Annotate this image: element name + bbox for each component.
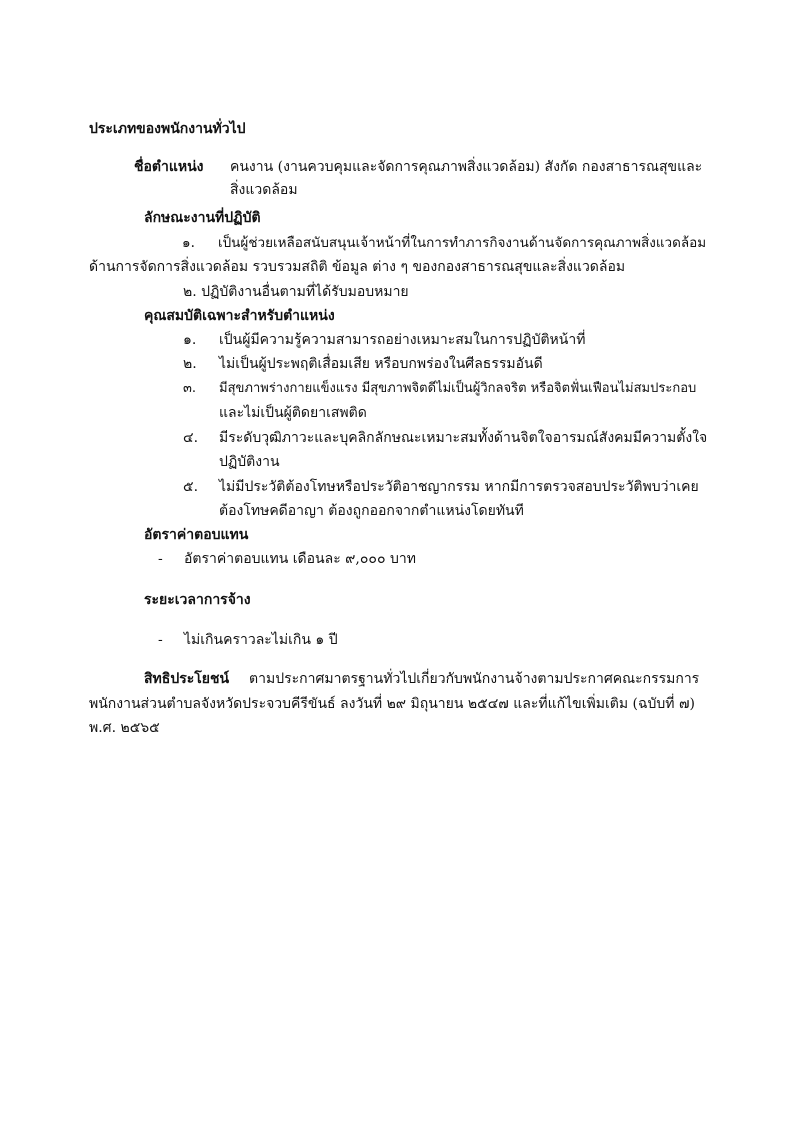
duties-item-1-text: เป็นผู้ช่วยเหลือสนับสนุนเจ้าหน้าที่ในการทำภารกิจงานด้านจัดการคุณภาพสิ่งแวดล้อม	[218, 235, 707, 251]
doc-heading: ประเภทของพนักงานทั่วไป	[89, 121, 246, 137]
benefits-text-1: ตามประกาศมาตรฐานทั่วไปเกี่ยวกับพนักงานจ้างตามประกาศคณะกรรมการ	[249, 671, 700, 687]
qualification-item-3-continued: และไม่เป็นผู้ติดยาเสพติด	[219, 405, 367, 421]
qualification-item-3-number: ๓.	[183, 381, 197, 396]
qualification-item-1	[183, 330, 585, 350]
duties-item-1-number: ๑.	[182, 235, 195, 251]
qualification-item-5	[183, 477, 699, 497]
qualification-item-1-text: เป็นผู้มีความรู้ความสามารถอย่างเหมาะสมในการปฏิบัติหน้าที่	[219, 332, 586, 348]
qualification-item-4-text: มีระดับวุฒิภาวะและบุคลิกลักษณะเหมาะสมทั้งด้านจิตใจอารมณ์สังคมมีความตั้งใจ	[219, 430, 708, 446]
duration-dash: -	[158, 632, 163, 648]
qualification-item-5-continued: ต้องโทษคดีอาญา ต้องถูกออกจากตำแหน่งโดยทันที	[219, 503, 524, 519]
qualification-item-2	[183, 354, 543, 374]
qualification-item-4-number: ๔.	[183, 430, 199, 446]
position-line-2: สิ่งแวดล้อม	[230, 182, 298, 198]
duties-item-1-line-1	[182, 233, 706, 253]
position-label: ชื่อตำแหน่ง	[134, 159, 204, 175]
compensation-text: อัตราค่าตอบแทน เดือนละ ๙,๐๐๐ บาท	[184, 551, 416, 567]
qualification-item-3-text: มีสุขภาพร่างกายแข็งแรง มีสุขภาพจิตดีไม่เป็นผู้วิกลจริต หรือจิตฟั่นเฟือนไม่สมประกอบ	[219, 381, 697, 396]
qualification-item-3	[183, 379, 696, 399]
compensation-title: อัตราค่าตอบแทน	[144, 527, 249, 543]
qualification-item-5-text: ไม่มีประวัติต้องโทษหรือประวัติอาชญากรรม หากมีการตรวจสอบประวัติพบว่าเคย	[219, 479, 699, 495]
duties-title: ลักษณะงานที่ปฏิบัติ	[144, 210, 261, 226]
duties-item-1-line-2: ด้านการจัดการสิ่งแวดล้อม รวบรวมสถิติ ข้อมูล ต่าง ๆ ของกองสาธารณสุขและสิ่งแวดล้อม	[89, 259, 626, 275]
duration-item	[158, 630, 338, 650]
position-line-1: คนงาน (งานควบคุมและจัดการคุณภาพสิ่งแวดล้อม) สังกัด กองสาธารณสุขและ	[230, 159, 703, 175]
compensation-item	[158, 549, 416, 569]
benefits-line-2: พนักงานส่วนตำบลจังหวัดประจวบคีรีขันธ์ ลงวันที่ ๒๙ มิถุนายน ๒๕๔๗ และที่แก้ไขเพิ่มเติม (ฉบับที่ ๗)	[89, 696, 695, 712]
qualifications-title: คุณสมบัติเฉพาะสำหรับตำแหน่ง	[144, 308, 335, 324]
qualification-item-1-number: ๑.	[183, 332, 197, 348]
qualification-item-4	[183, 428, 707, 448]
benefits-label: สิทธิประโยชน์	[144, 671, 230, 687]
duties-item-2: ๒. ปฏิบัติงานอื่นตามที่ได้รับมอบหมาย	[183, 284, 409, 300]
qualification-item-2-text: ไม่เป็นผู้ประพฤติเสื่อมเสีย หรือบกพร่องในศีลธรรมอันดี	[219, 356, 543, 372]
qualification-item-5-number: ๕.	[183, 479, 199, 495]
qualification-item-4-continued: ปฏิบัติงาน	[219, 454, 280, 470]
duration-title: ระยะเวลาการจ้าง	[144, 592, 251, 608]
benefits-line-3: พ.ศ. ๒๕๖๕	[89, 720, 160, 736]
qualification-item-2-number: ๒.	[183, 356, 197, 372]
duration-text: ไม่เกินคราวละไม่เกิน ๑ ปี	[184, 632, 338, 648]
benefits-line-1	[144, 669, 699, 689]
compensation-dash: -	[158, 551, 163, 567]
